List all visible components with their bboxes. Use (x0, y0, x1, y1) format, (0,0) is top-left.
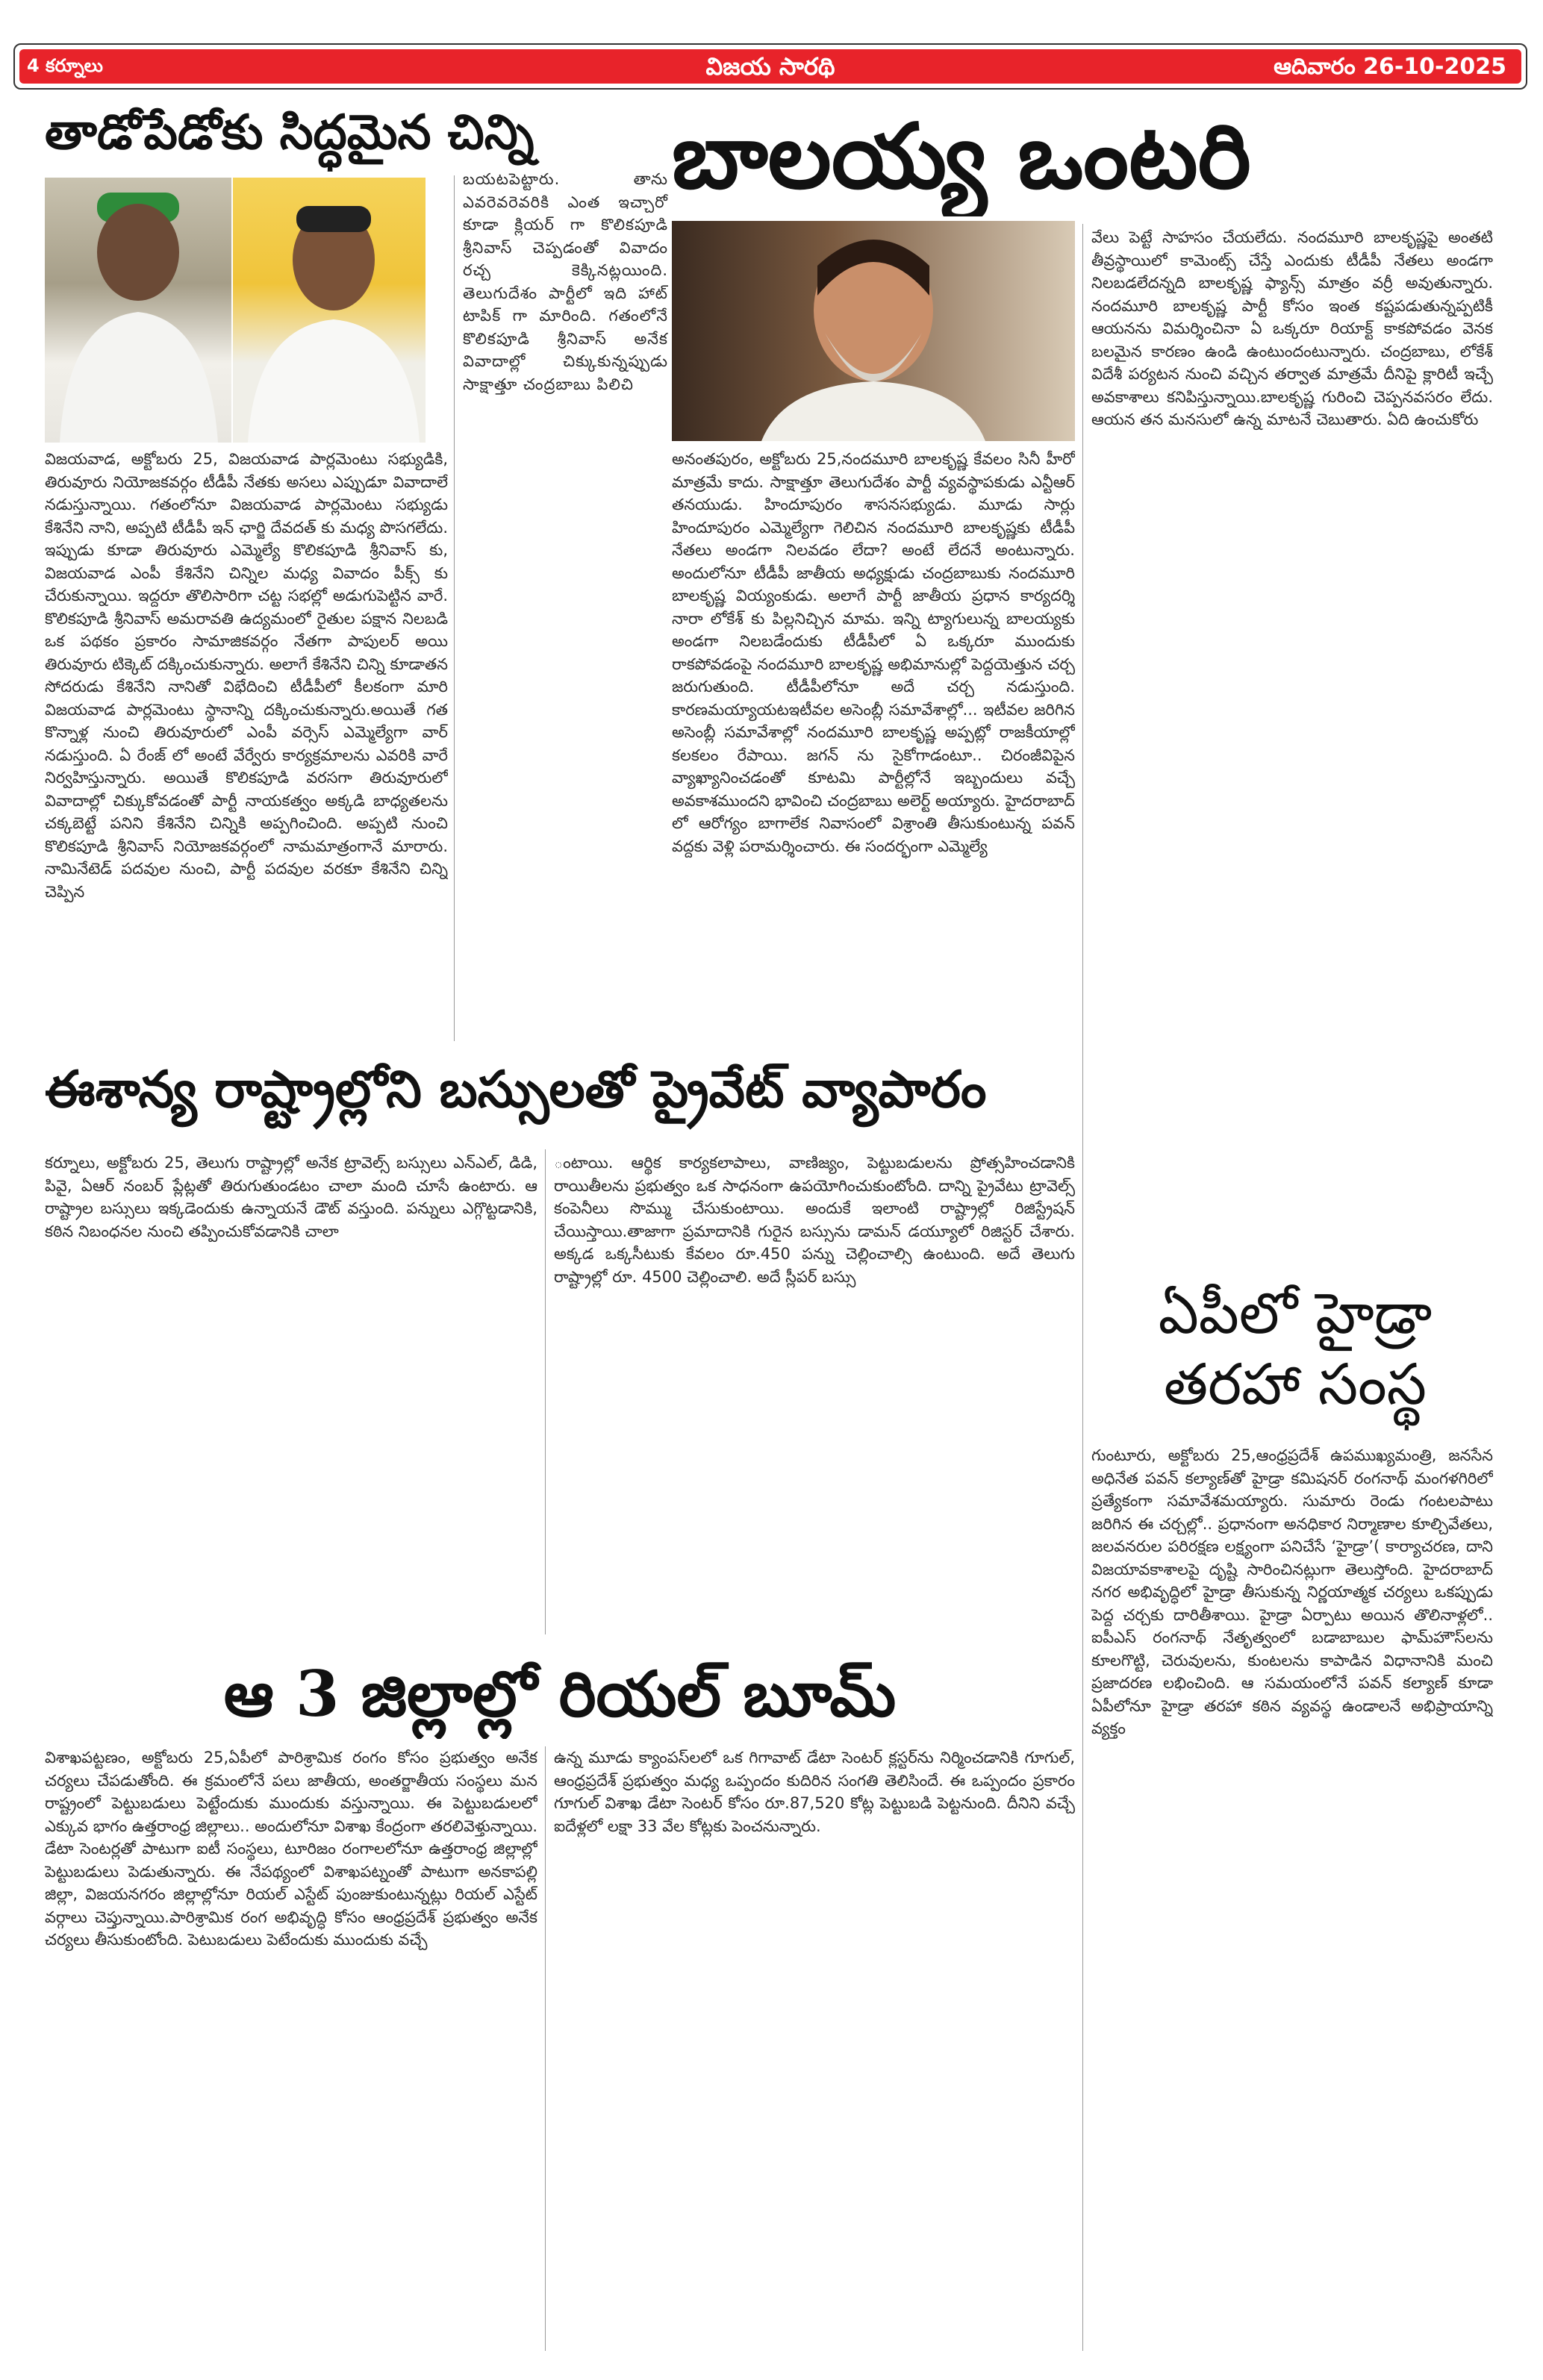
page-header (13, 43, 1527, 90)
article-realboom-col2: ఉన్న మూడు క్యాంపస్‌లలో ఒక గిగావాట్ డేటా సెంటర్ క్లస్టర్‌ను నిర్మించడానికి గూగుల్, ఆంధ్రప్రదేశ్ ప్రభుత్వం మధ్య ఒప్పందం కుదిరిన సంగతి తెలిసిందే. ఈ ఒప్పందం ప్రకారం గూగుల్ విశాఖ డేటా సెంటర్ కోసం రూ.87,520 కోట్ల పెట్టుబడి పెట్టనుంది. దీనిని వచ్చే ఐదేళ్లలో లక్షా 33 వేల కోట్లకు పెంచనున్నారు. (554, 1749, 1075, 1835)
article-balayya-right-column: వేలు పెట్టే సాహసం చేయలేదు. నందమూరి బాలకృష్ణపై అంతటి తీవ్రస్థాయిలో కామెంట్స్ చేస్తే ఎందుకు టీడీపీ నేతలు అండగా నిలబడలేదన్నది బాలకృష్ణ ఫ్యాన్స్ మాత్రం వర్రీ అవుతున్నారు. నందమూరి బాలకృష్ణ పార్టీ కోసం ఇంత కష్టపడుతున్నప్పటికీ ఆయనను విమర్శించినా ఏ ఒక్కరూ రియాక్ట్ కాకపోవడం వెనక బలమైన కారణం ఉండి ఉంటుందంటున్నారు. చంద్రబాబు, లోకేశ్ విదేశీ పర్యటన నుంచి వచ్చిన తర్వాత మాత్రమే దీనిపై క్లారిటీ ఇచ్చే అవకాశాలు కనిపిస్తున్నాయి.బాలకృష్ణ గురించి చెప్పనవసరం లేదు. ఆయన తన మనసులో ఉన్న మాటనే చెబుతారు. ఏది ఉంచుకోరు (1091, 228, 1493, 428)
photo-leader-1 (45, 178, 231, 443)
person-silhouette-icon (45, 178, 231, 443)
article-chinni-body: విజయవాడ, అక్టోబరు 25, విజయవాడ పార్లమెంటు సభ్యుడికి, తిరువూరు నియోజకవర్గం టీడీపీ నేతకు అసలు ఎప్పుడూ వివాదాలే నడుస్తున్నాయి. గతంలోనూ విజయవాడ పార్లమెంటు సభ్యుడు కేశినేని నాని, అప్పటి టీడీపీ ఇన్ ఛార్జి దేవదత్ కు మధ్య పొసగలేదు. ఇప్పుడు కూడా తిరువూరు ఎమ్మెల్యే కొలికపూడి శ్రీనివాస్ కు, విజయవాడ ఎంపీ కేశినేని చిన్నిల మధ్య వివాదం పీక్స్ కు చేరుకున్నాయి. ఇద్దరూ తొలిసారిగా చట్ట సభల్లో అడుగుపెట్టిన వారే. కొలికపూడి శ్రీనివాస్ అమరావతి ఉద్యమంలో రైతుల పక్షాన నిలబడి ఒక పథకం ప్రకారం సామాజికవర్గం నేతగా పాపులర్ అయి తిరువూరు టిక్కెట్ దక్కించుకున్నారు. అలాగే కేశినేని చిన్ని కూడాతన సోదరుడు కేశినేని నానితో విభేదించి టీడీపీలో కీలకంగా మారి విజయవాడ పార్లమెంటు స్థానాన్ని దక్కించుకున్నారు.అయితే గత కొన్నాళ్ల నుంచి తిరువూరులో ఎంపీ వర్సెస్ ఎమ్మెల్యేగా వార్ నడుస్తుంది. ఏ రేంజ్ లో అంటే వేర్వేరు కార్యక్రమాలను ఎవరికి వారే నిర్వహిస్తున్నారు. అయితే కొలికపూడి వరసగా తిరువూరులో వివాదాల్లో చిక్కుకోవడంతో పార్టీ నాయకత్వం అక్కడి బాధ్యతలను చక్కబెట్టే పనిని కేశినేని చిన్నికి అప్పగించింది. అప్పటి నుంచి కొలికపూడి శ్రీనివాస్ నియోజకవర్గంలో నామమాత్రంగానే మారారు. నామినేటెడ్ పదవుల నుంచి, పార్టీ పదవుల వరకూ కేశినేని చిన్ని చెప్పిన (45, 450, 448, 901)
photo-leader-2 (233, 178, 426, 443)
headline-balayya: బాలయ్య ఒంటరి (672, 104, 1251, 209)
person-silhouette-icon (233, 178, 426, 443)
article-realboom-col1: విశాఖపట్టణం, అక్టోబరు 25,ఏపీలో పారిశ్రామిక రంగం కోసం ప్రభుత్వం అనేక చర్యలు చేపడుతోంది. ఈ క్రమంలోనే పలు జాతీయ, అంతర్జాతీయ సంస్థలు మన రాష్ట్రంలో పెట్టుబడులు పెట్టేందుకు ముందుకు వస్తున్నాయి. ఈ పెట్టుబడులలో ఎక్కువ భాగం ఉత్తరాంధ్ర జిల్లాలు.. అందులోనూ విశాఖ కేంద్రంగా తరలివెళ్తున్నాయి. డేటా సెంటర్లతో పాటుగా ఐటీ సంస్థలు, టూరిజం రంగాలలోనూ ఉత్తరాంధ్ర జిల్లాల్లో పెట్టుబడులు పెడుతున్నారు. ఈ నేపథ్యంలో విశాఖపట్నంతో పాటుగా అనకాపల్లి జిల్లా, విజయనగరం జిల్లాల్లోనూ రియల్ ఎస్టేట్ పుంజుకుంటున్నట్లు రియల్ ఎస్టేట్ వర్గాలు చెప్తున్నాయి.పారిశ్రామిక రంగ అభివృద్ధి కోసం ఆంధ్రప్రదేశ్ ప్రభుత్వం అనేక చర్యలు తీసుకుంటోంది. పెటుబడులు పెటేందుకు ముందుకు వచ్చే (45, 1749, 537, 1949)
column-divider (1082, 224, 1083, 2351)
headline-chinni: తాడోపేడోకు సిద్ధమైన చిన్ని (45, 104, 534, 160)
headline-realboom: ఆ 3 జిల్లాల్లో రియల్ బూమ్ (223, 1657, 897, 1731)
headline-hydra-line2: తరహా సంస్థ (1163, 1351, 1427, 1417)
headline-hydra-line1: ఏపీలో హైడ్రా (1158, 1280, 1433, 1346)
article-bus-col2: ంటాయి. ఆర్థిక కార్యకలాపాలు, వాణిజ్యం, పెట్టుబడులను ప్రోత్సహించడానికి రాయితీలను ప్రభుత్వం ఒక సాధనంగా ఉపయోగించుకుంటోంది. దాన్ని ప్రైవేటు ట్రావెల్స్ కంపెనీలు సొమ్ము చేసుకుంటాయి. అందుకే ఇలాంటి రాష్ట్రాల్లో రిజిస్ట్రేషన్ చేయిస్తాయి.తాజాగా ప్రమాదానికి గురైన బస్సును డామన్ డయ్యూలో రిజిస్టర్ చేశారు. అక్కడ ఒక్కసీటుకు కేవలం రూ.450 పన్ను చెల్లించాల్సి ఉంటుంది. అదే తెలుగు రాష్ట్రాల్లో రూ. 4500 చెల్లించాలి. అదే స్లీపర్ బస్సు (554, 1154, 1075, 1286)
header-bar (19, 49, 1521, 84)
article-chinni-side-column: బయటపెట్టారు. తాను ఎవరెవరెవరికి ఎంత ఇచ్చారో కూడా క్లియర్ గా కొలికపూడి శ్రీనివాస్ చెప్పడంతో వివాదం రచ్చ కెక్కినట్లయింది. తెలుగుదేశం పార్టీలో ఇది హాట్ టాపిక్ గా మారింది. గతంలోనే కొలికపూడి శ్రీనివాస్ అనేక వివాదాల్లో చిక్కుకున్నప్పుడు సాక్షాత్తూ చంద్రబాబు పిలిచి (463, 170, 668, 393)
column-divider (545, 1746, 546, 2351)
person-silhouette-icon (672, 221, 1075, 441)
page-label: 4 కర్నూలు (27, 55, 103, 76)
article-hydra-body: గుంటూరు, అక్టోబరు 25,ఆంధ్రప్రదేశ్ ఉపముఖ్యమంత్రి, జనసేన అధినేత పవన్ కల్యాణ్‌తో హైడ్రా కమిషనర్ రంగనాథ్ మంగళగిరిలో ప్రత్యేకంగా సమావేశమయ్యారు. సుమారు రెండు గంటలపాటు జరిగిన ఈ చర్చల్లో.. ప్రధానంగా అనధికార నిర్మాణాల కూల్చివేతలు, జలవనరుల పరిరక్షణ లక్ష్యంగా పనిచేసే ‘హైడ్రా’( కార్యాచరణ, దాని విజయావకాశాలపై దృష్టి సారించినట్లుగా తెలుస్తోంది. హైదరాబాద్ నగర అభివృద్ధిలో హైడ్రా తీసుకున్న నిర్ణయాత్మక చర్యలు ఒకప్పుడు పెద్ద చర్చకు దారితీశాయి. హైడ్రా ఏర్పాటు అయిన తొలినాళ్లలో.. ఐపీఎస్ రంగనాథ్ నేతృత్వంలో బడాబాబుల ఫామ్‌హౌస్‌లను కూలగొట్టి, చెరువులను, కుంటలను కాపాడిన విధానానికి మంచి ప్రజాదరణ లభించింది. ఆ సమయంలోనే పవన్ కల్యాణ్ కూడా ఏపీలోనూ హైడ్రా తరహా కఠిన వ్యవస్థ ఉండాలనే అభిప్రాయాన్ని వ్యక్తం (1091, 1446, 1493, 1737)
masthead: విజయ సారథి (705, 52, 835, 81)
column-divider (545, 1149, 546, 1634)
headline-bus: ఈశాన్య రాష్ట్రాల్లోని బస్సులతో ప్రైవేట్ వ్యాపారం (45, 1060, 987, 1119)
column-divider (454, 175, 455, 1041)
photo-balakrishna (672, 221, 1075, 441)
article-balayya-body: అనంతపురం, అక్టోబరు 25,నందమూరి బాలకృష్ణ కేవలం సినీ హీరో మాత్రమే కాదు. సాక్షాత్తూ తెలుగుదేశం పార్టీ వ్యవస్థాపకుడు ఎన్టీఆర్ తనయుడు. హిందూపురం శాసనసభ్యుడు. మూడు సార్లు హిందూపురం ఎమ్మెల్యేగా గెలిచిన నందమూరి బాలకృష్ణకు టీడీపీ నేతలు అండగా నిలవడం లేదా? అంటే లేదనే అంటున్నారు. అందులోనూ టీడీపీ జాతీయ అధ్యక్షుడు చంద్రబాబుకు నందమూరి బాలకృష్ణ వియ్యంకుడు. అలాగే పార్టీ జాతీయ ప్రధాన కార్యదర్శి నారా లోకేశ్ కు పిల్లనిచ్చిన మామ. ఇన్ని ట్యాగులున్న బాలయ్యకు అండగా నిలబడేందుకు టీడీపీలో ఏ ఒక్కరూ ముందుకు రాకపోవడంపై నందమూరి బాలకృష్ణ అభిమానుల్లో పెద్దయెత్తున చర్చ జరుగుతుంది. టీడీపీలోనూ అదే చర్చ నడుస్తుంది. కారణమయ్యాయటఇటీవల అసెంబ్లీ సమావేశాల్లో... ఇటీవల జరిగిన అసెంబ్లీ సమావేశాల్లో నందమూరి బాలకృష్ణ అప్పట్లో రాజకీయాల్లో కలకలం రేపాయి. జగన్ ను సైకోగాడంటూ.. చిరంజీవిపైన వ్యాఖ్యానించడంతో కూటమి పార్టీల్లోనే ఇబ్బందులు వచ్చే అవకాశముందని భావించి చంద్రబాబు అలెర్ట్ అయ్యారు. హైదరాబాద్ లో ఆరోగ్యం బాగాలేక నివాసంలో విశ్రాంతి తీసుకుంటున్న పవన్ వద్దకు వెళ్లి పరామర్శించారు. ఈ సందర్భంగా ఎమ్మెల్యే (672, 450, 1075, 855)
issue-date: ఆదివారం 26-10-2025 (1274, 54, 1506, 80)
article-bus-col1: కర్నూలు, అక్టోబరు 25, తెలుగు రాష్ట్రాల్లో అనేక ట్రావెల్స్ బస్సులు ఎన్ఎల్, డిడి, పివై, ఏఆర్ నంబర్ ప్లేట్లతో తిరుగుతుండటం చాలా మంది చూసే ఉంటారు. ఆ రాష్ట్రాల బస్సులు ఇక్కడెందుకు ఉన్నాయనే డౌట్ వస్తుంది. పన్నులు ఎగ్గొట్టడానికి, కఠిన నిబంధనల నుంచి తప్పించుకోవడానికి చాలా (45, 1154, 537, 1240)
